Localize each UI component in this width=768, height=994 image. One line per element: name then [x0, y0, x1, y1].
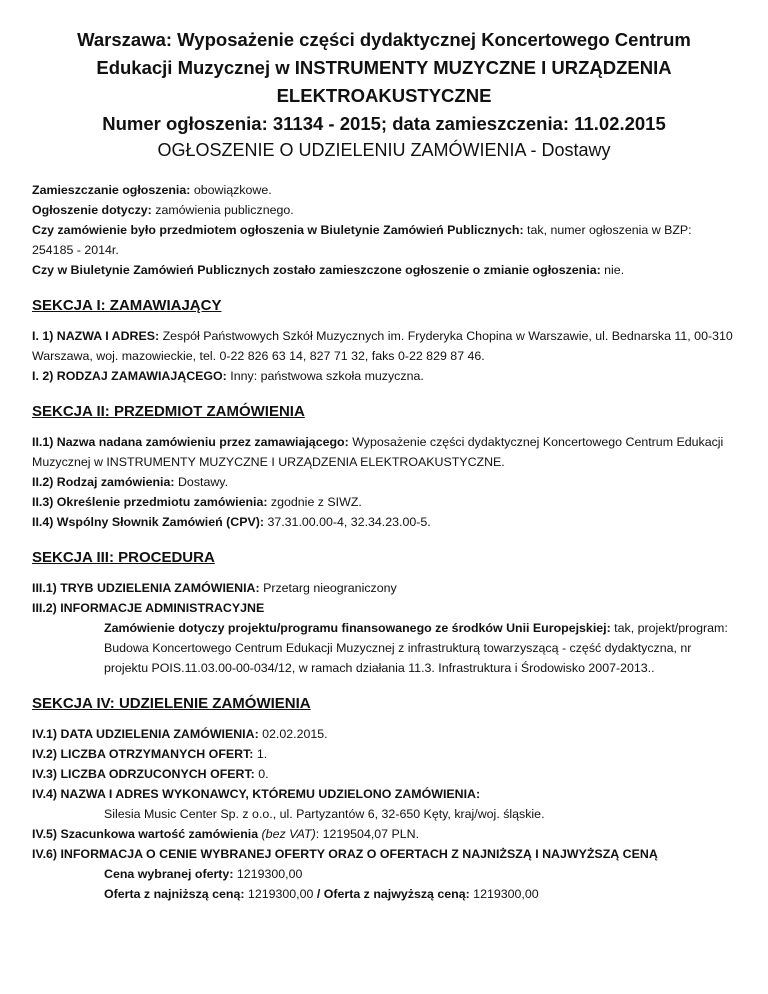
field-label: IV.1) DATA UDZIELENIA ZAMÓWIENIA: — [32, 727, 259, 741]
field-label: Oferta z najwyższą ceną: — [320, 887, 470, 901]
field-label: IV.5) Szacunkowa wartość zamówienia — [32, 827, 259, 841]
section-2-item — [32, 472, 736, 492]
field-label: II.1) Nazwa nadana zamówieniu przez zamawiającego: — [32, 435, 349, 449]
field-value: 1219300,00 — [244, 887, 317, 901]
field-label: II.4) Wspólny Słownik Zamówień (CPV): — [32, 515, 264, 529]
intro-line — [32, 220, 736, 260]
offer-price-range — [32, 884, 736, 904]
field-value: 02.02.2015. — [258, 727, 328, 741]
field-note: (bez VAT) — [258, 827, 316, 841]
section-3-item — [32, 598, 736, 618]
field-label: Czy zamówienie było przedmiotem ogłoszenia w Biuletynie Zamówień Publicznych: — [32, 223, 524, 237]
field-label: IV.4) NAZWA I ADRES WYKONAWCY, KTÓREMU UDZIELONO ZAMÓWIENIA: — [32, 787, 481, 801]
section-4-item — [32, 784, 736, 804]
section-2-item — [32, 492, 736, 512]
field-value: 0. — [254, 767, 269, 781]
section-heading-1: SEKCJA I: ZAMAWIAJĄCY — [32, 297, 222, 314]
intro-block — [32, 180, 736, 280]
section-heading-3: SEKCJA III: PROCEDURA — [32, 549, 215, 566]
field-label: Oferta z najniższą ceną: — [104, 887, 245, 901]
title-line-3: ELEKTROAKUSTYCZNE — [276, 85, 492, 106]
announcement-number: Numer ogłoszenia: 31134 - 2015; data zamieszczenia: 11.02.2015 — [102, 113, 666, 134]
field-value: 1. — [253, 747, 268, 761]
field-label: II.2) Rodzaj zamówienia: — [32, 475, 175, 489]
section-heading-4: SEKCJA IV: UDZIELENIE ZAMÓWIENIA — [32, 695, 311, 712]
field-value: Zespół Państwowych Szkół Muzycznych im. Fryderyka Chopina w Warszawie, ul. Bednarska 11, 00-310 Warszawa, woj. mazowieckie, tel. 0-22 826 63 14, 827 71 32, faks 0-22 829 87 46. — [32, 329, 733, 363]
field-value: zamówienia publicznego. — [151, 203, 294, 217]
field-label: III.1) TRYB UDZIELENIA ZAMÓWIENIA: — [32, 581, 260, 595]
field-label: Cena wybranej oferty: — [104, 867, 234, 881]
intro-line — [32, 200, 736, 220]
section-1-item — [32, 326, 736, 366]
field-value: Inny: państwowa szkoła muzyczna. — [226, 369, 424, 383]
contractor-address: Silesia Music Center Sp. z o.o., ul. Partyzantów 6, 32-650 Kęty, kraj/woj. śląskie. — [104, 807, 545, 821]
section-1-item — [32, 366, 736, 386]
field-label: IV.3) LICZBA ODRZUCONYCH OFERT: — [32, 767, 255, 781]
title-line-2: Edukacji Muzycznej w INSTRUMENTY MUZYCZNE I URZĄDZENIA — [96, 57, 672, 78]
section-4-item — [32, 724, 736, 744]
separator: / — [316, 887, 321, 901]
field-value: tak, numer ogłoszenia w BZP: 254185 - 2014r. — [32, 223, 692, 257]
section-heading-2: SEKCJA II: PRZEDMIOT ZAMÓWIENIA — [32, 403, 305, 420]
section-4-item — [32, 744, 736, 764]
field-label: Czy w Biuletynie Zamówień Publicznych zostało zamieszczone ogłoszenie o zmianie ogłoszenia: — [32, 263, 601, 277]
field-value: Wyposażenie części dydaktycznej Koncertowego Centrum Edukacji Muzycznej w INSTRUMENTY MUZYCZNE I URZĄDZENIA ELEKTROAKUSTYCZNE. — [32, 435, 724, 469]
field-label: IV.2) LICZBA OTRZYMANYCH OFERT: — [32, 747, 254, 761]
field-value: Przetarg nieograniczony — [259, 581, 397, 595]
field-label: Zamieszczanie ogłoszenia: — [32, 183, 191, 197]
section-4-item — [32, 844, 736, 864]
intro-line — [32, 260, 736, 280]
intro-line — [32, 180, 736, 200]
document-subtitle: OGŁOSZENIE O UDZIELENIU ZAMÓWIENIA - Dostawy — [157, 140, 611, 160]
section-2-item — [32, 512, 736, 532]
field-value: nie. — [600, 263, 625, 277]
field-label: I. 2) RODZAJ ZAMAWIAJĄCEGO: — [32, 369, 227, 383]
field-value: tak, projekt/program: Budowa Koncertowego Centrum Edukacji Muzycznej z infrastrukturą towarzyszącą - część dydaktyczna, nr projektu POIS.11.03.00-00-034/12, w ramach działania 11.3. Infrastruktura i Środowisko 2007-2013.. — [104, 621, 728, 675]
section-3-item — [32, 578, 736, 598]
field-label: III.2) INFORMACJE ADMINISTRACYJNE — [32, 601, 265, 615]
field-value: 37.31.00.00-4, 32.34.23.00-5. — [264, 515, 431, 529]
field-value: : 1219504,07 PLN. — [315, 827, 420, 841]
document-header — [32, 26, 736, 162]
title-line-1: Warszawa: Wyposażenie części dydaktycznej Koncertowego Centrum — [77, 29, 691, 50]
field-label: I. 1) NAZWA I ADRES: — [32, 329, 160, 343]
field-value: 1219300,00 — [469, 887, 539, 901]
field-value: Dostawy. — [174, 475, 229, 489]
field-label: Ogłoszenie dotyczy: — [32, 203, 152, 217]
field-value: 1219300,00 — [233, 867, 303, 881]
field-value: obowiązkowe. — [190, 183, 272, 197]
field-value: zgodnie z SIWZ. — [267, 495, 362, 509]
selected-offer-price — [32, 864, 736, 884]
field-label: II.3) Określenie przedmiotu zamówienia: — [32, 495, 268, 509]
section-2-item — [32, 432, 736, 472]
section-4-item — [32, 764, 736, 784]
field-label: IV.6) INFORMACJA O CENIE WYBRANEJ OFERTY ORAZ O OFERTACH Z NAJNIŻSZĄ I NAJWYŻSZĄ CENĄ — [32, 847, 658, 861]
section-3-eu-project — [32, 618, 736, 678]
field-label: Zamówienie dotyczy projektu/programu finansowanego ze środków Unii Europejskiej: — [104, 621, 611, 635]
section-4-item — [32, 824, 736, 844]
